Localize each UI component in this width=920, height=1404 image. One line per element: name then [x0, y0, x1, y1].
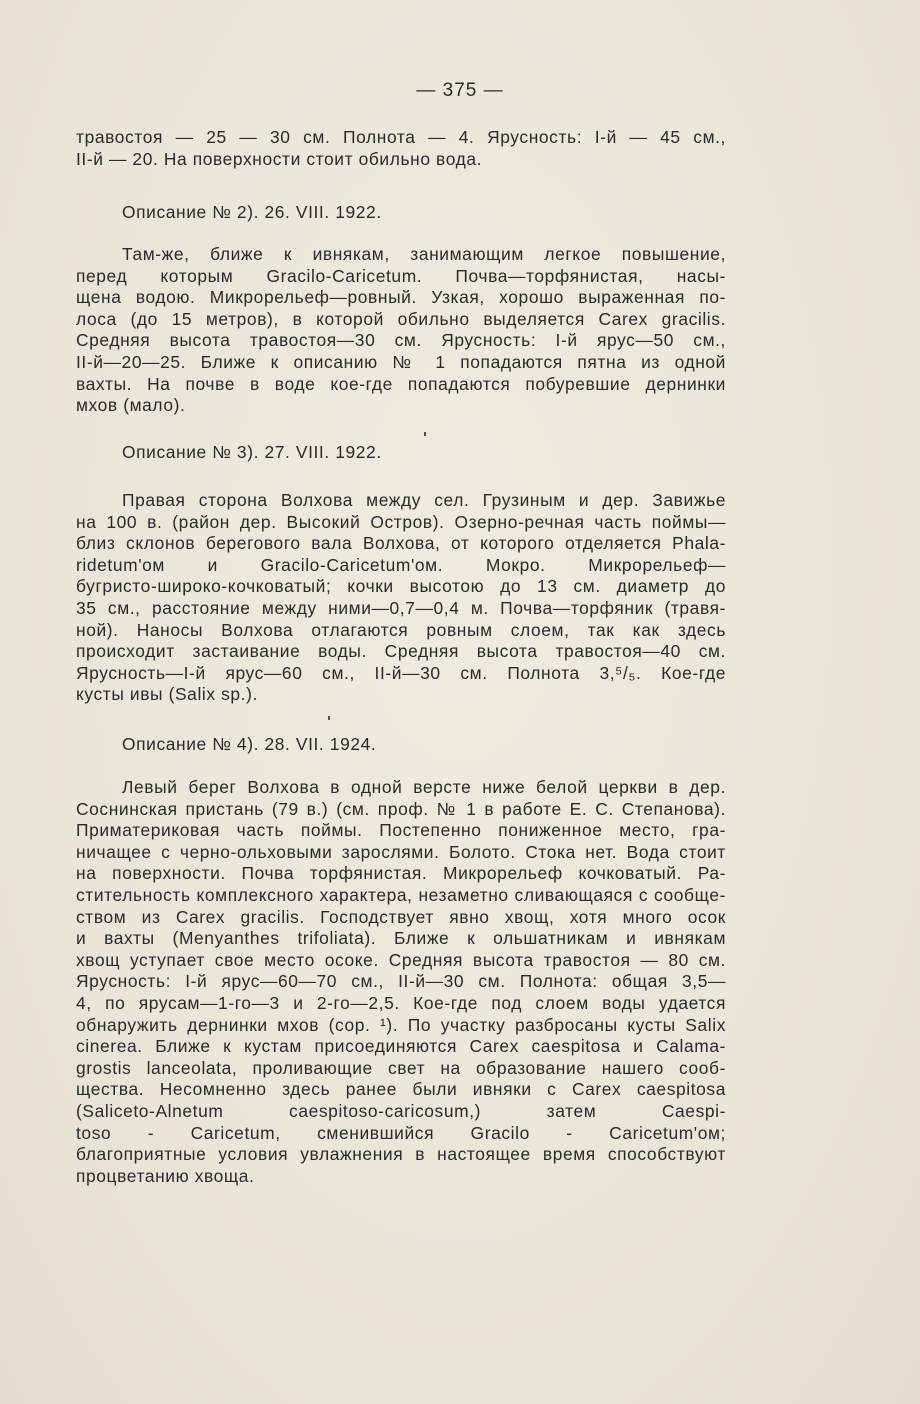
- text-line: Приматериковая часть поймы. Постепенно пониженное место, гра-: [76, 820, 726, 841]
- text-line: мхов (мало).: [76, 395, 186, 416]
- text-line: ничащее с черно-ольховыми зарослями. Болото. Стока нет. Вода стоит: [76, 841, 726, 862]
- description-4-text: [76, 777, 726, 1187]
- text-line: щена водою. Микрорельеф—ровный. Узкая, хорошо выраженная по-: [76, 287, 726, 308]
- text-line: Ярусность—І-й ярус—60 см., ІІ-й—30 см. Полнота 3,⁵/₅. Кое-где: [76, 662, 726, 683]
- page-number: — 375 —: [416, 80, 504, 101]
- text-line: ridetum'ом и Gracilo-Caricetum'ом. Мокро. Микрорельеф—: [76, 554, 726, 575]
- text-line: бугристо-широко-кочковатый; кочки высотою до 13 см. диаметр до: [76, 576, 726, 597]
- text-line: хвощ уступает свое место осоке. Средняя высота травостоя — 80 см.: [76, 949, 726, 970]
- text-line: стительность комплексного характера, незаметно сливающаяся с сообще-: [76, 884, 726, 905]
- text-line: ІІ-й — 20. На поверхности стоит обильно вода.: [76, 148, 483, 169]
- description-3-heading: Описание № 3). 27. VIII. 1922.: [122, 442, 382, 462]
- description-2-heading: Описание № 2). 26. VIII. 1922.: [122, 202, 382, 222]
- text-line: ной). Наносы Волхова отлагаются ровным слоем, так как здесь: [76, 619, 726, 640]
- text-line: перед которым Gracilo-Caricetum. Почва—торфянистая, насы-: [76, 265, 726, 286]
- text-line: Правая сторона Волхова между сел. Грузиным и дер. Завижье: [122, 490, 726, 510]
- text-line: благоприятные условия увлажнения в настоящее время способствуют: [76, 1144, 726, 1165]
- text-line: близ склонов берегового вала Волхова, от которого отделяется Phala-: [76, 533, 726, 554]
- text-line: и вахты (Menyanthes trifoliata). Ближе к ольшатникам и ивнякам: [76, 928, 726, 949]
- text-line: Ярусность: І-й ярус—60—70 см., ІІ-й—30 см. Полнота: общая 3,5—: [76, 971, 726, 992]
- text-line: кусты ивы (Salix sp.).: [76, 684, 258, 705]
- description-4-heading: Описание № 4). 28. VII. 1924.: [122, 734, 377, 754]
- print-speck: [424, 432, 426, 436]
- text-line: 4, по ярусам—1-го—3 и 2-го—2,5. Кое-где под слоем воды удается: [76, 992, 726, 1013]
- text-line: лоса (до 15 метров), в которой обильно выделяется Carex gracilis.: [76, 308, 726, 329]
- text-line: щества. Несомненно здесь ранее были ивняки с Carex caespitosa: [76, 1079, 726, 1100]
- text-line: ством из Carex gracilis. Господствует явно хвощ, хотя много осок: [76, 906, 726, 927]
- text-line: 35 см., расстояние между ними—0,7—0,4 м. Почва—торфяник (травя-: [76, 597, 726, 618]
- text-line: Там-же, ближе к ивнякам, занимающим легкое повышение,: [122, 244, 726, 264]
- text-line: на поверхности. Почва торфянистая. Микрорельеф кочковатый. Ра-: [76, 863, 726, 884]
- text-line: травостоя — 25 — 30 см. Полнота — 4. Ярусность: І-й — 45 см.,: [76, 127, 726, 147]
- description-2-text: [76, 244, 726, 417]
- text-line: вахты. На почве в воде кое-где попадаются побуревшие дернинки: [76, 373, 726, 394]
- text-line: ІІ-й—20—25. Ближе к описанию № 1 попадаются пятна из одной: [76, 351, 726, 372]
- text-line: процветанию хвоща.: [76, 1165, 255, 1186]
- text-line: Средняя высота травостоя—30 см. Ярусность: І-й ярус—50 см.,: [76, 330, 726, 351]
- text-line: cinerea. Ближе к кустам присоединяются Carex caespitosa и Calama-: [76, 1036, 726, 1057]
- text-line: toso - Caricetum, сменившийся Gracilo - Caricetum'ом;: [76, 1122, 726, 1143]
- print-speck: [328, 716, 330, 720]
- paragraph-continuation: [76, 127, 726, 170]
- description-3-text: [76, 490, 726, 706]
- text-line: Соснинская пристань (79 в.) (см. проф. № 1 в работе Е. С. Степанова).: [76, 798, 726, 819]
- text-line: на 100 в. (район дер. Высокий Остров). Озерно-речная часть поймы—: [76, 511, 726, 532]
- text-line: (Saliceto-Alnetum caespitoso-caricosum,) затем Caespi-: [76, 1100, 726, 1121]
- text-line: grostis lanceolata, проливающие свет на образование нашего сооб-: [76, 1057, 726, 1078]
- text-line: происходит застаивание воды. Средняя высота травостоя—40 см.: [76, 641, 726, 662]
- text-line: Левый берег Волхова в одной версте ниже белой церкви в дер.: [122, 777, 726, 797]
- text-line: обнаружить дернинки мхов (сор. ¹). По участку разбросаны кусты Salix: [76, 1014, 726, 1035]
